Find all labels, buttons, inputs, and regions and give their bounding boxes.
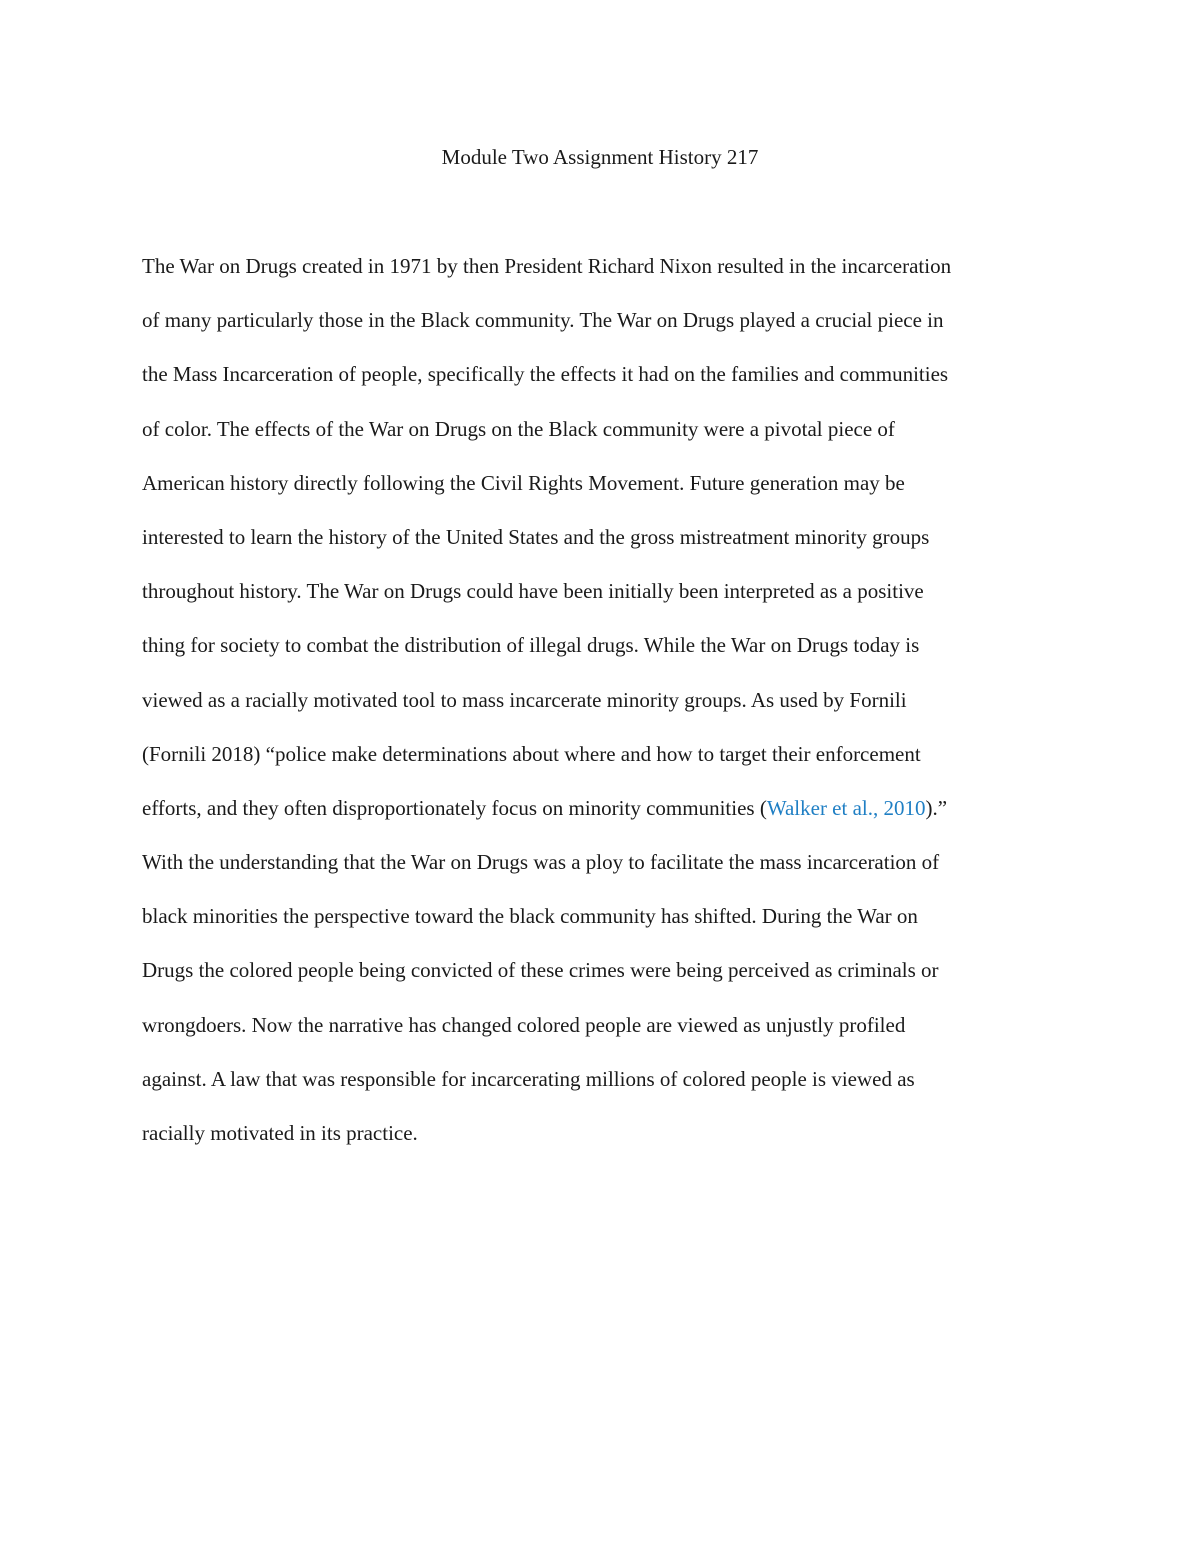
body-line: interested to learn the history of the United States and the gross mistreatment minority groups — [142, 524, 930, 549]
body-line: With the understanding that the War on Drugs was a ploy to facilitate the mass incarceration of — [142, 850, 940, 875]
body-line: thing for society to combat the distribution of illegal drugs. While the War on Drugs today is — [142, 633, 920, 658]
citation-line-before: efforts, and they often disproportionately focus on minority communities ( — [142, 795, 767, 820]
citation-line — [142, 793, 1062, 847]
document-title: Module Two Assignment History 217 — [441, 145, 759, 169]
body-line: the Mass Incarceration of people, specifically the effects it had on the families and communities — [142, 362, 949, 387]
body-line: The War on Drugs created in 1971 by then President Richard Nixon resulted in the incarceration — [142, 254, 952, 278]
body-line: Drugs the colored people being convicted of these crimes were being perceived as criminals or — [142, 958, 939, 983]
body-line: black minorities the perspective toward the black community has shifted. During the War on — [142, 904, 918, 929]
body-line: against. A law that was responsible for incarcerating millions of colored people is viewed as — [142, 1066, 915, 1091]
body-line: of color. The effects of the War on Drugs on the Black community were a pivotal piece of — [142, 416, 895, 441]
body-line: throughout history. The War on Drugs could have been initially been interpreted as a positive — [142, 579, 924, 604]
citation-line-after: ).” — [925, 795, 948, 820]
body-line: (Fornili 2018) “police make determinations about where and how to target their enforcement — [142, 741, 921, 766]
body-line: American history directly following the Civil Rights Movement. Future generation may be — [142, 470, 905, 495]
essay-body — [142, 251, 1062, 1172]
body-line: viewed as a racially motivated tool to mass incarcerate minority groups. As used by Fornili — [142, 687, 907, 712]
body-line: racially motivated in its practice. — [142, 1121, 418, 1145]
body-line: wrongdoers. Now the narrative has changed colored people are viewed as unjustly profiled — [142, 1012, 906, 1037]
body-line: of many particularly those in the Black community. The War on Drugs played a crucial piece in — [142, 308, 944, 333]
citation-link[interactable]: Walker et al., 2010 — [766, 795, 926, 820]
